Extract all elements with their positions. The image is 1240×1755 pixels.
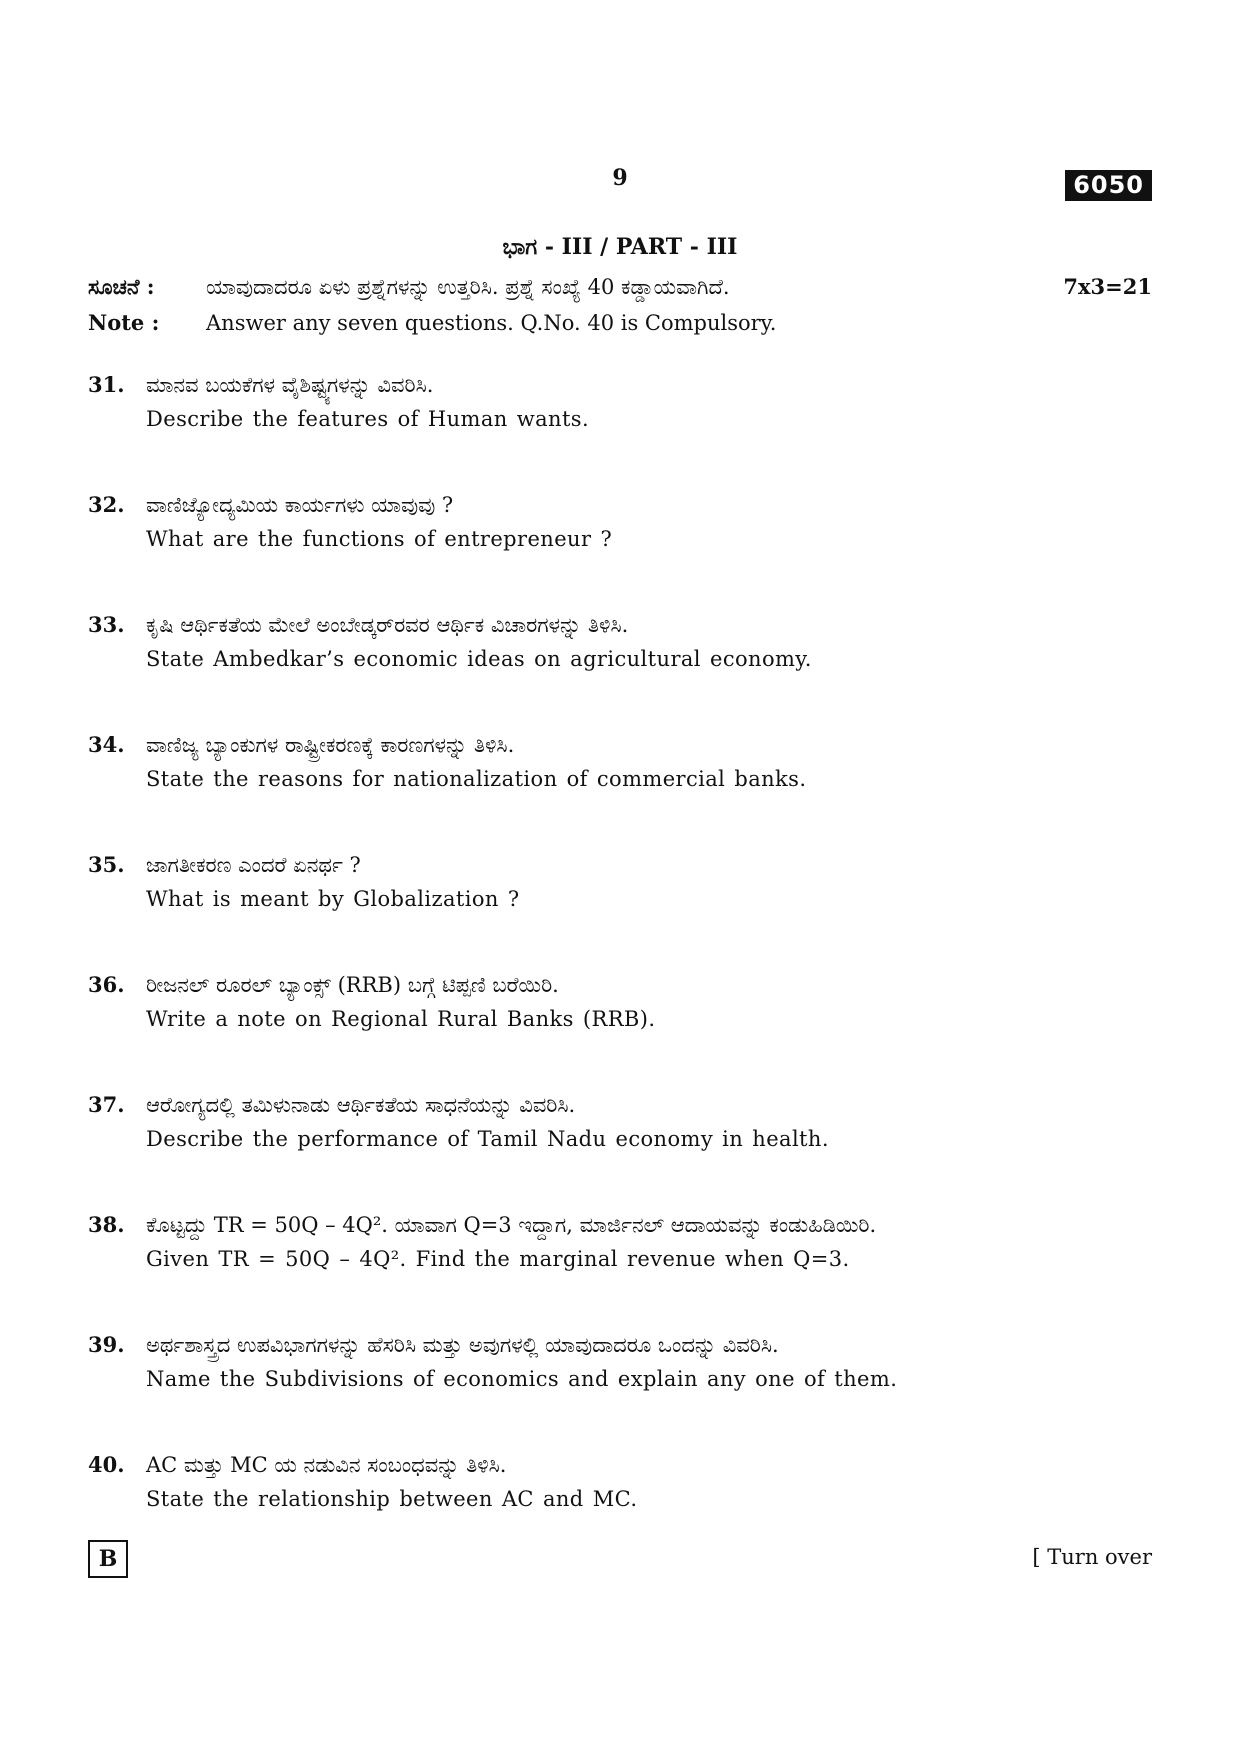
question-body [146, 1088, 1152, 1208]
question-item [88, 968, 1152, 1088]
instruction-label-english: Note : [88, 310, 160, 335]
question-number: 34. [88, 732, 125, 757]
question-number: 39. [88, 1332, 125, 1357]
question-kannada: ವಾಣಿಜ್ಯೋದ್ಯಮಿಯ ಕಾರ್ಯಗಳು ಯಾವುವು ? [146, 493, 454, 517]
question-item [88, 368, 1152, 488]
instruction-english [88, 310, 1152, 335]
question-body [146, 1328, 1152, 1448]
question-english: State the relationship between AC and MC. [146, 1487, 638, 1511]
question-number: 32. [88, 492, 125, 517]
question-english: What are the functions of entrepreneur ? [146, 527, 613, 551]
question-english: What is meant by Globalization ? [146, 887, 520, 911]
question-item [88, 848, 1152, 968]
question-body [146, 488, 1152, 608]
question-body [146, 848, 1152, 968]
question-english: Given TR = 50Q – 4Q². Find the marginal revenue when Q=3. [146, 1247, 850, 1271]
question-list [88, 368, 1152, 1568]
question-number: 31. [88, 372, 125, 397]
question-item [88, 1448, 1152, 1568]
question-kannada: ಜಾಗತೀಕರಣ ಎಂದರೆ ಏನರ್ಥ ? [146, 853, 361, 877]
question-english: Describe the features of Human wants. [146, 407, 590, 431]
question-number: 35. [88, 852, 125, 877]
question-kannada: ಆರೋಗ್ಯದಲ್ಲಿ ತಮಿಳುನಾಡು ಆರ್ಥಿಕತೆಯ ಸಾಧನೆಯನ್ನು ವಿವರಿಸಿ. [146, 1093, 576, 1117]
instruction-text-kannada: ಯಾವುದಾದರೂ ಏಳು ಪ್ರಶ್ನೆಗಳನ್ನು ಉತ್ತರಿಸಿ. ಪ್ರಶ್ನೆ ಸಂಖ್ಯೆ 40 ಕಡ್ಡಾಯವಾಗಿದೆ. [206, 275, 730, 299]
question-body [146, 1448, 1152, 1568]
part-heading: ಭಾಗ - III / PART - III [502, 234, 738, 260]
question-english: Write a note on Regional Rural Banks (RRB). [146, 1007, 656, 1031]
question-number: 40. [88, 1452, 125, 1477]
instruction-kannada [88, 274, 1152, 300]
turn-over-note: [ Turn over [1032, 1545, 1152, 1569]
question-kannada: ವಾಣಿಜ್ಯ ಬ್ಯಾಂಕುಗಳ ರಾಷ್ಟ್ರೀಕರಣಕ್ಕೆ ಕಾರಣಗಳನ್ನು ತಿಳಿಸಿ. [146, 733, 515, 757]
question-item [88, 1208, 1152, 1328]
question-kannada: ಮಾನವ ಬಯಕೆಗಳ ವೈಶಿಷ್ಟ್ಯಗಳನ್ನು ವಿವರಿಸಿ. [146, 373, 434, 397]
question-kannada: ಕೊಟ್ಟದ್ದು TR = 50Q – 4Q². ಯಾವಾಗ Q=3 ಇದ್ದಾಗ, ಮಾರ್ಜಿನಲ್ ಆದಾಯವನ್ನು ಕಂಡುಹಿಡಿಯಿರಿ. [146, 1213, 877, 1237]
question-english: State the reasons for nationalization of commercial banks. [146, 767, 807, 791]
question-item [88, 1328, 1152, 1448]
question-english: State Ambedkar’s economic ideas on agricultural economy. [146, 647, 812, 671]
question-english: Describe the performance of Tamil Nadu economy in health. [146, 1127, 829, 1151]
instruction-text-english: Answer any seven questions. Q.No. 40 is Compulsory. [206, 311, 777, 335]
question-item [88, 728, 1152, 848]
paper-code-badge: 6050 [1065, 170, 1152, 201]
question-body [146, 608, 1152, 728]
question-body [146, 728, 1152, 848]
question-number: 36. [88, 972, 125, 997]
series-code-box: B [88, 1540, 128, 1578]
question-item [88, 608, 1152, 728]
question-kannada: AC ಮತ್ತು MC ಯ ನಡುವಿನ ಸಂಬಂಧವನ್ನು ತಿಳಿಸಿ. [146, 1453, 507, 1477]
question-item [88, 1088, 1152, 1208]
question-body [146, 368, 1152, 488]
question-kannada: ಕೃಷಿ ಆರ್ಥಿಕತೆಯ ಮೇಲೆ ಅಂಬೇಡ್ಕರ್‌ರವರ ಆರ್ಥಿಕ ವಿಚಾರಗಳನ್ನು ತಿಳಿಸಿ. [146, 613, 629, 637]
question-body [146, 1208, 1152, 1328]
question-body [146, 968, 1152, 1088]
marks-allocation: 7x3=21 [1063, 274, 1152, 299]
question-kannada: ರೀಜನಲ್ ರೂರಲ್ ಬ್ಯಾಂಕ್ಸ್ (RRB) ಬಗ್ಗೆ ಟಿಪ್ಪಣಿ ಬರೆಯಿರಿ. [146, 973, 559, 997]
page-number: 9 [612, 165, 628, 191]
question-number: 38. [88, 1212, 125, 1237]
question-english: Name the Subdivisions of economics and explain any one of them. [146, 1367, 898, 1391]
question-number: 33. [88, 612, 125, 637]
instruction-label-kannada: ಸೂಚನೆ : [88, 274, 155, 299]
question-kannada: ಅರ್ಥಶಾಸ್ತ್ರದ ಉಪವಿಭಾಗಗಳನ್ನು ಹೆಸರಿಸಿ ಮತ್ತು ಅವುಗಳಲ್ಲಿ ಯಾವುದಾದರೂ ಒಂದನ್ನು ವಿವರಿಸಿ. [146, 1333, 779, 1357]
question-number: 37. [88, 1092, 125, 1117]
question-item [88, 488, 1152, 608]
